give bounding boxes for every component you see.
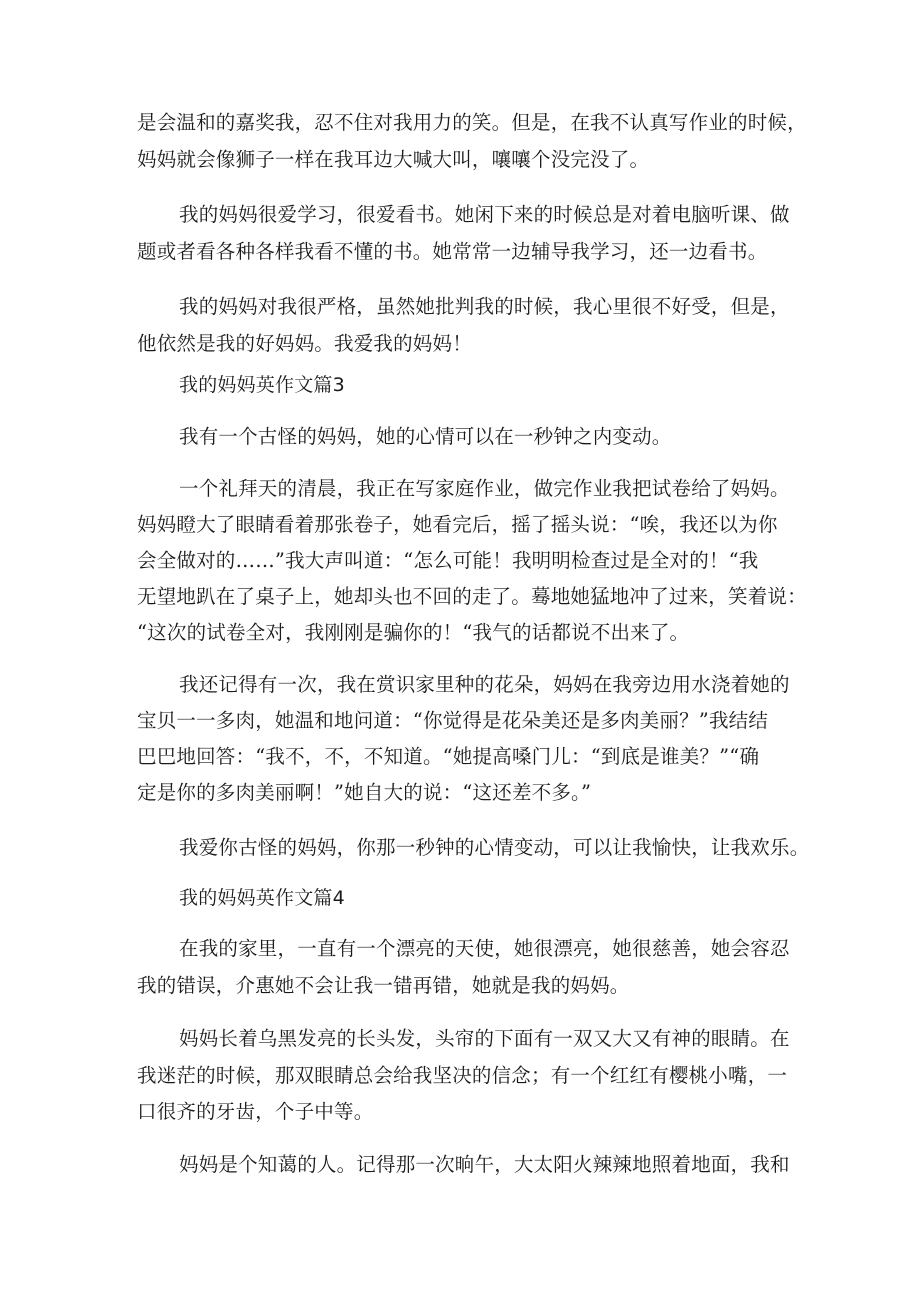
- text-line: 无望地趴在了桌子上，她却头也不回的走了。蓦地她猛地冲了过来，笑着说：: [137, 585, 807, 608]
- text-line: 妈妈瞪大了眼睛看着那张卷子，她看完后，摇了摇头说：“唉，我还以为你: [137, 513, 778, 536]
- text-line: 口很齐的牙齿，个子中等。: [137, 1100, 374, 1123]
- text-line: 是会温和的嘉奖我，忍不住对我用力的笑。但是，在我不认真写作业的时候，: [137, 111, 807, 134]
- text-line: 宝贝一一多肉，她温和地问道：“你觉得是花朵美还是多肉美丽？”我结结: [137, 709, 769, 732]
- text-line: 我的妈妈对我很严格，虽然她批判我的时候，我心里很不好受，但是，: [179, 295, 790, 318]
- section-heading: 我的妈妈英作文篇4: [179, 887, 345, 909]
- text-line: 妈妈是个知蔼的人。记得那一次晌午，大太阳火辣辣地照着地面，我和: [179, 1153, 790, 1176]
- text-line: 定是你的多肉美丽啊！”她自大的说：“这还差不多。”: [137, 781, 592, 804]
- text-line: 巴巴地回答：“我不，不，不知道。“她提高嗓门儿：“到底是谁美？”“确: [137, 745, 760, 768]
- text-line: 我还记得有一次，我在赏识家里种的花朵，妈妈在我旁边用水浇着她的: [179, 673, 790, 696]
- text-line: 会全做对的……”我大声叫道：“怎么可能！我明明检查过是全对的！“我: [137, 549, 759, 572]
- text-line: 在我的家里，一直有一个漂亮的天使，她很漂亮，她很慈善，她会容忍: [179, 937, 790, 960]
- section-heading: 我的妈妈英作文篇3: [179, 374, 345, 396]
- text-line: “这次的试卷全对，我刚刚是骗你的！“我气的话都说不出来了。: [137, 621, 690, 644]
- text-line: 一个礼拜天的清晨，我正在写家庭作业，做完作业我把试卷给了妈妈。: [179, 477, 790, 500]
- text-line: 妈妈长着乌黑发亮的长头发，头帘的下面有一双又大又有神的眼睛。在: [179, 1027, 790, 1050]
- text-line: 他依然是我的好妈妈。我爱我的妈妈！: [137, 332, 472, 355]
- text-line: 我有一个古怪的妈妈，她的心情可以在一秒钟之内变动。: [179, 425, 672, 448]
- text-line: 我爱你古怪的妈妈，你那一秒钟的心情变动，可以让我愉快，让我欢乐。: [179, 836, 810, 859]
- text-line: 题或者看各种各样我看不懂的书。她常常一边辅导我学习，还一边看书。: [137, 240, 768, 263]
- text-line: 妈妈就会像狮子一样在我耳边大喊大叫，嚷嚷个没完没了。: [137, 148, 650, 171]
- text-line: 我的错误，介惠她不会让我一错再错，她就是我的妈妈。: [137, 974, 630, 997]
- text-line: 我迷茫的时候，那双眼睛总会给我坚决的信念；有一个红红有樱桃小嘴，一: [137, 1064, 788, 1087]
- text-line: 我的妈妈很爱学习，很爱看书。她闲下来的时候总是对着电脑听课、做: [179, 203, 790, 226]
